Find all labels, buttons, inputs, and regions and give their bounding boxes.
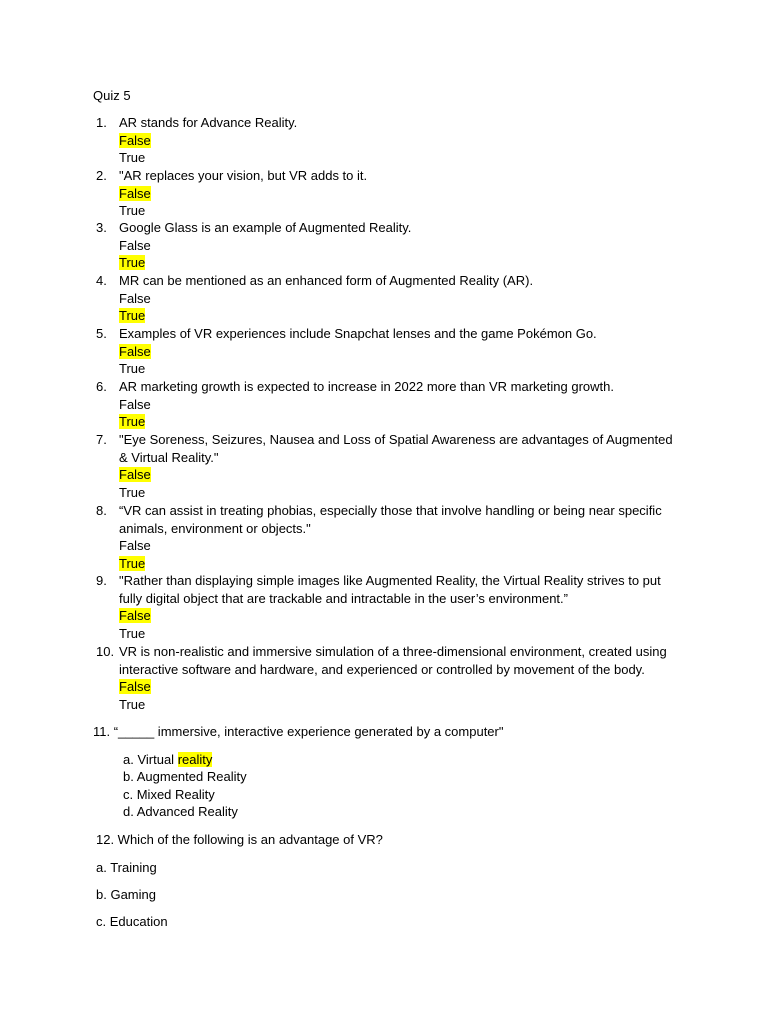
quiz-title: Quiz 5 (93, 88, 131, 103)
selected-answer: False (119, 185, 151, 201)
question-text: VR is non-realistic and immersive simulation of a three-dimensional environment, created using interactive software and hardware, and experienced or controlled by movement of the body. (119, 644, 667, 677)
option-false (119, 132, 151, 150)
selected-answer: True (119, 255, 146, 270)
question-number: 10. (96, 644, 115, 659)
q11-option-b: b. Augmented Reality (123, 769, 247, 784)
selected-answer: False (119, 467, 151, 482)
question-number: 1. (96, 115, 107, 130)
selected-answer: False (119, 343, 151, 359)
question-text: MR can be mentioned as an enhanced form of Augmented Reality (AR). (119, 273, 534, 288)
selected-answer: True (119, 555, 146, 571)
option-true (119, 202, 145, 220)
answer-label: False (119, 237, 151, 253)
question-text: “VR can assist in treating phobias, especially those that involve handling or being near specific animals, environment or objects." (119, 503, 662, 536)
question-text: "Eye Soreness, Seizures, Nausea and Loss of Spatial Awareness are advantages of Augmented & Virtual Reality." (119, 432, 673, 465)
option-false (119, 466, 151, 484)
selected-answer: False (119, 608, 151, 623)
question-number: 9. (96, 573, 107, 588)
q11-option-a (123, 751, 212, 769)
selected-answer: False (119, 679, 151, 694)
question-text: "Rather than displaying simple images like Augmented Reality, the Virtual Reality strives to put fully digital object that are trackable and intractable in the user’s environment.” (119, 573, 661, 606)
answer-label: False (119, 538, 151, 553)
selected-answer: True (119, 414, 146, 429)
answer-label: True (119, 696, 146, 712)
answer-label: True (119, 625, 146, 641)
question-number: 3. (96, 220, 107, 235)
question-text: Google Glass is an example of Augmented Reality. (119, 220, 412, 235)
option-true (119, 413, 145, 431)
q12-option-a: a. Training (96, 860, 157, 875)
option-true (119, 484, 145, 502)
question-number: 7. (96, 432, 107, 447)
option-true (119, 625, 145, 643)
answer-label: True (119, 150, 146, 165)
question-text: "AR replaces your vision, but VR adds to it. (119, 168, 368, 183)
q11-option-a-answer-highlight: reality (177, 752, 213, 767)
answer-label: True (119, 203, 146, 218)
answer-label: True (119, 484, 146, 500)
q12-option-b: b. Gaming (96, 887, 156, 902)
question-number: 5. (96, 326, 107, 341)
q11-text: 11. “_____ immersive, interactive experience generated by a computer" (93, 724, 504, 739)
answer-label: False (119, 396, 151, 412)
option-false (119, 185, 151, 203)
q11-option-a-prefix: a. Virtual (123, 752, 178, 767)
question-number: 2. (96, 168, 107, 183)
selected-answer: False (119, 132, 151, 148)
option-false (119, 343, 151, 361)
option-true (119, 149, 145, 167)
option-true (119, 360, 145, 378)
answer-label: False (119, 290, 151, 306)
option-false (119, 678, 151, 696)
option-false (119, 607, 151, 625)
q11-option-c: c. Mixed Reality (123, 787, 215, 802)
question-text: Examples of VR experiences include Snapchat lenses and the game Pokémon Go. (119, 326, 597, 341)
question-text: AR stands for Advance Reality. (119, 115, 298, 130)
question-number: 6. (96, 379, 107, 394)
option-false (119, 396, 151, 414)
option-false (119, 537, 151, 555)
selected-answer: True (119, 308, 146, 323)
answer-label: True (119, 361, 146, 376)
question-number: 8. (96, 503, 107, 518)
option-false (119, 290, 151, 308)
q12-text: 12. Which of the following is an advantage of VR? (96, 832, 383, 847)
option-true (119, 254, 145, 272)
q11-option-d: d. Advanced Reality (123, 804, 238, 819)
question-number: 4. (96, 273, 107, 288)
option-true (119, 307, 145, 325)
option-false (119, 237, 151, 255)
option-true (119, 555, 145, 573)
q12-option-c: c. Education (96, 914, 168, 929)
question-text: AR marketing growth is expected to increase in 2022 more than VR marketing growth. (119, 379, 614, 394)
option-true (119, 696, 145, 714)
